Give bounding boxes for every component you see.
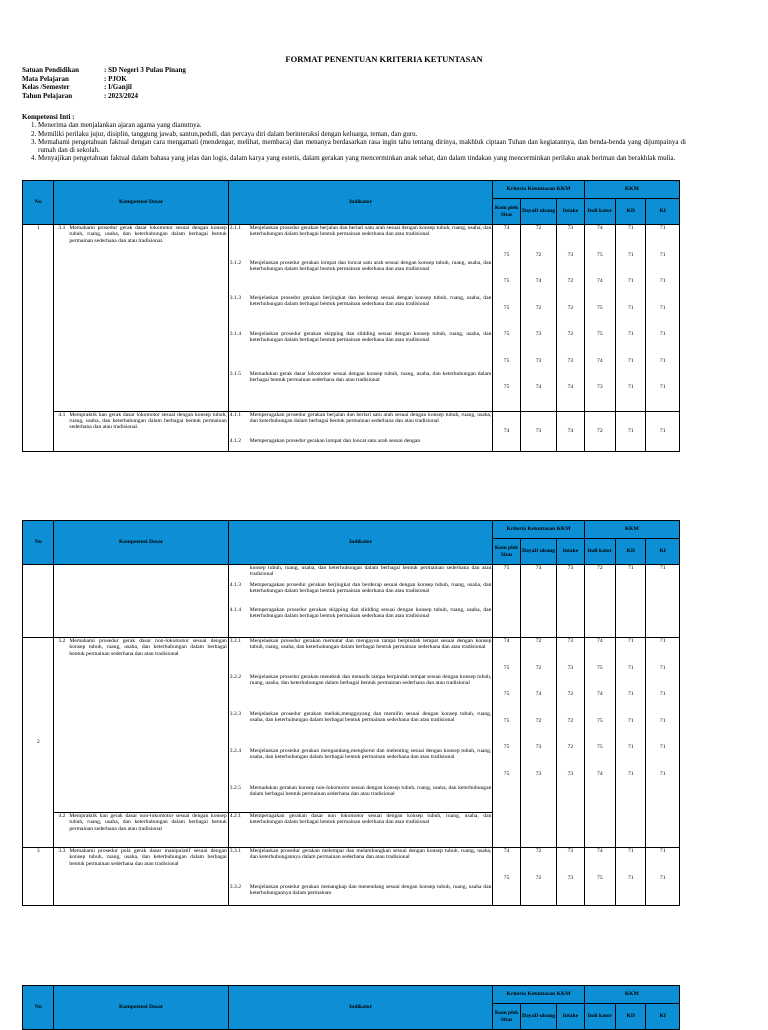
header-kompleksitas: Kom plek Sitas bbox=[493, 539, 520, 565]
value: 74 bbox=[597, 278, 603, 284]
ind-number: 3.2.4 bbox=[229, 748, 241, 754]
kd-number: 3.3 bbox=[58, 848, 66, 854]
value: 73 bbox=[567, 251, 574, 258]
header-kd: Kompetensi Dasar bbox=[54, 986, 228, 1030]
header-indikator: Indikator bbox=[228, 521, 493, 565]
value: 72 bbox=[567, 304, 574, 311]
value: 73 bbox=[567, 874, 574, 881]
value: 75 bbox=[503, 304, 510, 311]
intake-values bbox=[557, 848, 584, 906]
ind-number: 3.1.5 bbox=[229, 371, 241, 377]
value: 75 bbox=[503, 278, 510, 284]
ki-item: 4. Menyajikan pengetahuan faktual dalam bahasa yang jelas dan logis, dalam karya yang estetis, dalam gerakan yang mencerminkan anak sehat, dan dalam tindakan yang mencerminkan perilaku anak beriman dan berakhlak mulia. bbox=[38, 154, 686, 162]
daya-dukung-values bbox=[520, 638, 556, 848]
value: 73 bbox=[535, 770, 542, 777]
ind-text: Memperagakan prosedur gerakan skipping dan slidding sesuai dengan konsep tubuh, ruang, usaha, dan keterhubungan dalam berbagai bentuk permainan sederhana dan atau tradisional bbox=[249, 607, 492, 620]
value: 73 bbox=[567, 638, 574, 644]
table-row bbox=[23, 565, 680, 638]
value: 75 bbox=[503, 874, 510, 881]
header-indikator-short: Indi kator bbox=[584, 199, 615, 225]
kompleksitas-values bbox=[493, 225, 520, 412]
header-indikator: Indikator bbox=[228, 986, 493, 1030]
value: 72 bbox=[535, 848, 542, 854]
value: 75 bbox=[597, 874, 603, 881]
header-kd-short: KD bbox=[616, 1004, 646, 1030]
kkm-kd-values bbox=[616, 638, 646, 848]
kkm-ki-values bbox=[646, 848, 680, 906]
header-kkm: KKM bbox=[584, 521, 679, 539]
value: 71 bbox=[627, 717, 634, 724]
header-ki-short: KI bbox=[646, 1004, 680, 1030]
value: 74 bbox=[535, 691, 542, 697]
value: 73 bbox=[535, 744, 542, 750]
kkm-ki-values bbox=[646, 638, 680, 848]
ind-number: 4.1.3 bbox=[229, 582, 241, 588]
value: 71 bbox=[627, 770, 634, 777]
header-no: No bbox=[23, 986, 54, 1030]
header-intake: Intake bbox=[557, 199, 584, 225]
ind-text: Memadukan gerak dasar lokomotor sesuai dengan konsep tubuh, ruang, usaha, dan keterhubungan dalam berbagai bentuk permainan sederhana dan atau tradisional bbox=[249, 371, 492, 384]
value: 71 bbox=[659, 278, 666, 284]
ind-number: 3.1.4 bbox=[229, 331, 241, 337]
value: 71 bbox=[659, 357, 666, 364]
header-indikator-short: Indi kator bbox=[584, 1004, 615, 1030]
ind-text: konsep tubuh, ruang, usaha, dan keterhubungan dalam berbagai bentuk permainan sederhana dan atau tradisional bbox=[249, 565, 492, 578]
kd-number: 3.2 bbox=[58, 638, 66, 644]
value: 71 bbox=[627, 331, 634, 337]
header-indikator: Indikator bbox=[228, 181, 493, 225]
kd-cell bbox=[54, 225, 228, 412]
kd-cell bbox=[54, 565, 228, 638]
ind-number: 4.1.4 bbox=[229, 607, 241, 613]
indikator-cell bbox=[228, 411, 493, 451]
value: 74 bbox=[535, 278, 542, 284]
value: 75 bbox=[493, 565, 520, 638]
ind-number bbox=[230, 565, 250, 581]
value: 74 bbox=[597, 848, 603, 854]
value: 71 bbox=[627, 744, 634, 750]
value: 73 bbox=[567, 664, 574, 671]
kd-text: Memahami prosedur pola gerak dasar manipulatif sesuai dengan konsep tubuh, ruang, usaha, dan keterhubungan dalam berbagai bentuk permainan sederhana dan atau tradisional bbox=[69, 848, 227, 867]
header-daya-dukung: DayaD ukung bbox=[520, 199, 556, 225]
value: 71 bbox=[627, 278, 634, 284]
kkm-indikator-values bbox=[584, 225, 615, 412]
value: 75 bbox=[597, 717, 603, 724]
value: 71 bbox=[659, 384, 666, 390]
value: 74 bbox=[567, 384, 574, 390]
kkm-kd-values bbox=[616, 225, 646, 412]
header-kompleksitas: Kom plek Sitas bbox=[493, 199, 520, 225]
value: 73 bbox=[567, 225, 574, 231]
ind-number: 3.2.5 bbox=[229, 785, 241, 791]
header-kompleksitas: Kom plek Sitas bbox=[493, 1004, 520, 1030]
meta-label: Satuan Pendidikan bbox=[22, 66, 79, 74]
value: 71 bbox=[659, 770, 666, 777]
value: 72 bbox=[535, 664, 542, 671]
value: 72 bbox=[535, 717, 542, 724]
indikator-cell bbox=[228, 225, 493, 412]
kompetensi-inti bbox=[22, 113, 686, 163]
value: 73 bbox=[597, 384, 603, 390]
ki-item: 2. Memiliki perilaku jujur, disiplin, tanggung jawab, santun,peduli, dan percaya diri dalam berinteraksi dengan keluarga, teman, dan guru. bbox=[38, 130, 686, 138]
ind-number: 3.3.2 bbox=[229, 884, 241, 890]
header-ki-short: KI bbox=[646, 199, 680, 225]
value: 73 bbox=[535, 331, 542, 337]
value: 74 bbox=[597, 770, 603, 777]
indikator-cell bbox=[228, 848, 493, 906]
value: 72 bbox=[535, 251, 542, 258]
ind-number: 3.1.2 bbox=[229, 259, 241, 266]
kd-text: Mempraktik kan gerak dasar lokomotor sesuai dengan konsep tubuh, ruang, usaha, dan keterhubungan dalam berbagai bentuk permainan sederhana dan atau tradisional. bbox=[69, 411, 227, 431]
header-intake: Intake bbox=[557, 539, 584, 565]
document-title: FORMAT PENENTUAN KRITERIA KETUNTASAN bbox=[285, 54, 483, 64]
ind-text: Memperagakan prosedur gerakan lompat dan loncat satu arah sesuai dengan bbox=[249, 438, 421, 444]
header-kriteria: Kriteria Ketuntasan KKM bbox=[493, 521, 584, 539]
value: 71 bbox=[627, 251, 634, 258]
ind-number: 3.2.1 bbox=[229, 638, 241, 644]
kd-text: Mempraktik kan gerak dasar non-lokomotor sesuai dengan konsep tubuh, ruang, usaha, dan keterhubungan dalam berbagai bentuk permainan sederhana dan atau tradisional bbox=[69, 813, 227, 832]
kkm-table-page-3 bbox=[22, 985, 680, 1030]
value: 72 bbox=[535, 304, 542, 311]
meta-label: Mata Pelajaran bbox=[22, 74, 69, 83]
kd-text: Memahami prosedur gerak dasar lokomotor sesuai dengan konsep tubuh, ruang, usaha, dan keterhubungan dalam berbagai bentuk permainan sederhana dan atau tradisional. bbox=[69, 225, 227, 244]
value: 72 bbox=[567, 744, 574, 750]
ind-text: Memperagakan prosedur gerakan berjalan dan berlari satu arah sesuai dengan konsep tubuh, ruang, usaha, dan keterhubungan dalam berbagai bentuk permainan sederhana dan atau tradisional bbox=[249, 411, 492, 424]
meta-value: : 2023/2024 bbox=[104, 91, 139, 100]
kkm-ki-values bbox=[646, 225, 680, 412]
value: 71 bbox=[659, 304, 666, 311]
value: 75 bbox=[503, 357, 510, 364]
school-info bbox=[22, 66, 186, 100]
value: 71 bbox=[616, 411, 646, 451]
value: 71 bbox=[659, 251, 666, 258]
ind-number: 4.1.1 bbox=[229, 411, 241, 418]
meta-value: : I/Ganjil bbox=[104, 83, 132, 91]
value: 73 bbox=[567, 357, 574, 364]
value: 71 bbox=[646, 411, 680, 451]
intake-values bbox=[557, 638, 584, 848]
ind-text: Memperagakan prosedur gerakan berjingkat dan berderap sesuai dengan konsep tubuh, ruang, usaha, dan keterhubungan dalam berbagai bentuk permainan sederhana dan atau tradisional bbox=[249, 582, 492, 595]
ind-text: Menjelaskan prosedur gerakan lompat dan loncat satu arah sesuai dengan konsep tubuh, ruang, usaha, dan keterhubungan dalam berbagai bentuk permainan sederhana dan atau tradisional bbox=[249, 259, 492, 272]
header-daya-dukung: DayaD ukung bbox=[520, 1004, 556, 1030]
value: 71 bbox=[659, 664, 666, 671]
value: 75 bbox=[503, 744, 510, 750]
value: 71 bbox=[659, 717, 666, 724]
value: 74 bbox=[503, 848, 510, 854]
value: 71 bbox=[627, 384, 634, 390]
kkm-indikator-values bbox=[584, 638, 615, 848]
row-number bbox=[23, 565, 54, 638]
ind-number: 3.1.3 bbox=[229, 295, 241, 301]
value: 75 bbox=[597, 744, 603, 750]
meta-value: : SD Negeri 3 Pulau Pinang bbox=[104, 66, 186, 74]
table-row bbox=[23, 411, 680, 451]
value: 75 bbox=[597, 304, 603, 311]
value: 74 bbox=[520, 565, 556, 638]
value: 75 bbox=[503, 691, 510, 697]
header-no: No bbox=[23, 181, 54, 225]
daya-dukung-values bbox=[520, 225, 556, 412]
value: 71 bbox=[659, 331, 666, 337]
header-kd-short: KD bbox=[616, 539, 646, 565]
ind-text: Memadukan gerakan konsep non-lokomotor sesuai dengan konsep tubuh, ruang, usaha, dan keterhubungan dalam berbagai bentuk permainan sederhana dan atau tradisional bbox=[249, 785, 492, 798]
kompleksitas-values bbox=[493, 638, 520, 848]
value: 71 bbox=[627, 304, 634, 311]
ind-number: 4.1.2 bbox=[229, 438, 241, 444]
kd-number: 3.1 bbox=[58, 225, 66, 231]
value: 71 bbox=[627, 638, 634, 644]
value: 72 bbox=[584, 565, 615, 638]
ki-list bbox=[22, 121, 686, 162]
value: 72 bbox=[584, 411, 615, 451]
intake-values bbox=[557, 225, 584, 412]
ind-text: Menjelaskan prosedur gerakan memutar dan mengayun tampa berpindah tempat sesuai dengan konsep tubuh, ruang, usaha, dan keterhubungan dalam berbagai bentuk permainan sederhana dan atau tradisional bbox=[249, 638, 492, 651]
ki-item: 3. Memahami pengetahuan faktual dengan cara mengamati (mendengar, melihat, membaca) dan menanya berdasarkan rasa ingin tahu tentang dirinya, makhluk ciptaan Tuhan dan kegiatannya, dan benda-benda yang dijumpainya di rumah dan di sekolah. bbox=[38, 138, 686, 155]
value: 73 bbox=[567, 848, 574, 854]
value: 75 bbox=[503, 384, 510, 390]
header-intake: Intake bbox=[557, 1004, 584, 1030]
value: 75 bbox=[597, 664, 603, 671]
header-kkm: KKM bbox=[584, 986, 679, 1004]
value: 73 bbox=[567, 770, 574, 777]
table-row bbox=[23, 638, 680, 813]
value: 75 bbox=[597, 251, 603, 258]
ind-text: Menjelaskan prosedur gerakan mengandang,mengkerut dan melenting sesuai dengan konsep tubuh, ruang, usaha, dan keterhubungan dalam berbagai bentuk permainan sederhana dan atau tradisional bbox=[249, 748, 492, 761]
header-kd: Kompetensi Dasar bbox=[54, 181, 228, 225]
value: 75 bbox=[503, 664, 510, 671]
value: 71 bbox=[659, 874, 666, 881]
kd-cell bbox=[54, 848, 228, 906]
value: 75 bbox=[503, 770, 510, 777]
header-kriteria: Kriteria Ketuntasan KKM bbox=[493, 986, 584, 1004]
value: 72 bbox=[567, 331, 574, 337]
value: 71 bbox=[627, 848, 634, 854]
value: 75 bbox=[503, 717, 510, 724]
ind-text: Memperagakan gerakan dasar non lokomotor sesuai dengan konsep tubuh, ruang, usaha, dan keterhubungan dalam berbagai bentuk permainan sederhana dan atau tradisional bbox=[249, 813, 492, 826]
value: 73 bbox=[557, 565, 584, 638]
value: 74 bbox=[597, 225, 603, 231]
kd-number: 4.2 bbox=[58, 813, 66, 819]
header-kd-short: KD bbox=[616, 199, 646, 225]
value: 74 bbox=[503, 638, 510, 644]
value: 71 bbox=[646, 565, 680, 638]
ind-text: Menjelaskan prosedur gerakan skipping dan slidding sesuai dengan konsep tubuh, ruang, usaha, dan keterhubungan dalam berbagai bentuk permainan sederhana dan atau tradisional bbox=[249, 331, 492, 344]
value: 71 bbox=[616, 565, 646, 638]
value: 74 bbox=[557, 411, 584, 451]
ind-number: 3.1.1 bbox=[229, 225, 241, 231]
ki-item: 1. Menerima dan menjalankan ajaran agama yang dianutnya. bbox=[38, 121, 686, 129]
ind-number: 4.2.1 bbox=[229, 813, 241, 819]
value: 73 bbox=[535, 357, 542, 364]
value: 72 bbox=[567, 278, 574, 284]
value: 71 bbox=[659, 225, 666, 231]
value: 72 bbox=[567, 717, 574, 724]
kd-text: Memahami prosedur gerak dasar non-lokomotor sesuai dengan konsep tubuh, ruang, usaha, dan keterhubungan dalam berbagai bentuk permainan sederhana dan atau tradisional bbox=[69, 638, 227, 657]
header-kriteria: Kriteria Ketuntasan KKM bbox=[493, 181, 584, 199]
ind-text: Menjelaskan prosedur gerakan menekuk dan menarik tampa berpindah tempat sesuai dengan konsep tubuh, ruang, usaha, dan keterhubungan dalam berbagai bentuk permainan sederhana dan atau tradisional bbox=[249, 674, 492, 687]
value: 75 bbox=[597, 331, 603, 337]
header-kkm: KKM bbox=[584, 181, 679, 199]
value: 71 bbox=[627, 664, 634, 671]
kompleksitas-values bbox=[493, 848, 520, 906]
value: 71 bbox=[659, 848, 666, 854]
meta-value: : PJOK bbox=[104, 74, 127, 83]
meta-label: Kelas /Semester bbox=[22, 83, 70, 91]
value: 74 bbox=[503, 225, 510, 231]
header-indikator-short: Indi kator bbox=[584, 539, 615, 565]
ind-number: 3.2.2 bbox=[229, 674, 241, 680]
header-daya-dukung: DayaD ukung bbox=[520, 539, 556, 565]
value: 71 bbox=[659, 691, 666, 697]
indikator-cell bbox=[228, 638, 493, 813]
value: 74 bbox=[597, 638, 603, 644]
header-ki-short: KI bbox=[646, 539, 680, 565]
value: 71 bbox=[659, 744, 666, 750]
kd-cell bbox=[54, 411, 228, 451]
daya-dukung-values bbox=[520, 848, 556, 906]
header-no: No bbox=[23, 521, 54, 565]
kd-number: 4.1 bbox=[58, 411, 66, 418]
value: 72 bbox=[567, 691, 574, 697]
value: 73 bbox=[520, 411, 556, 451]
kd-cell bbox=[54, 813, 228, 848]
value: 71 bbox=[659, 638, 666, 644]
value: 72 bbox=[535, 638, 542, 644]
indikator-cell bbox=[228, 565, 493, 638]
value: 71 bbox=[627, 225, 634, 231]
ind-text: Menjelaskan prosedur gerakan meliuk,menggoyang dan memilin sesuai dengan konsep tubuh, ruang, usaha, dan keterhubungan dalam berbagai bentuk permainan sederhana dan atau tradisional bbox=[249, 711, 492, 724]
value: 74 bbox=[597, 691, 603, 697]
value: 71 bbox=[627, 874, 634, 881]
kkm-indikator-values bbox=[584, 848, 615, 906]
header-kd: Kompetensi Dasar bbox=[54, 521, 228, 565]
kkm-table-page-1 bbox=[22, 180, 680, 452]
value: 74 bbox=[493, 411, 520, 451]
row-number: 1 bbox=[23, 225, 54, 452]
value: 72 bbox=[535, 225, 542, 231]
ind-text: Menjelaskan prosedur gerakan menangkap dan menendang sesuai dengan konsep tubuh, ruang, usaha dan keterhubungannya dalam permainan bbox=[249, 884, 492, 897]
table-row bbox=[23, 225, 680, 412]
value: 75 bbox=[503, 331, 510, 337]
value: 71 bbox=[627, 691, 634, 697]
ind-text: Menjelaskan prosedur gerakan melempar dan melambungkan sesuai dengan konsep tubuh, ruang, usaha, dan keterhubungannya dalam permainan sederhana dan atau tradisional bbox=[249, 848, 492, 861]
indikator-cell bbox=[228, 813, 493, 848]
meta-label: Tahun Pelajaran bbox=[22, 91, 73, 100]
ki-heading: Kompetensi Inti : bbox=[22, 113, 75, 121]
value: 72 bbox=[535, 874, 542, 881]
ind-text: Menjelaskan prosedur gerakan berjalan dan berlari satu arah sesuai dengan konsep tubuh, ruang, usaha, dan keterhubungan dalam berbagai bentuk permainan sederhana dan atau tradisional bbox=[249, 225, 492, 238]
row-number: 3 bbox=[23, 848, 54, 906]
kkm-table-page-2 bbox=[22, 520, 680, 906]
kkm-kd-values bbox=[616, 848, 646, 906]
value: 75 bbox=[503, 251, 510, 258]
ind-number: 3.3.1 bbox=[229, 848, 241, 854]
table-row bbox=[23, 848, 680, 906]
kd-cell bbox=[54, 638, 228, 813]
ind-text: Menjelaskan prosedur gerakan berjingkat dan berderap sesuai dengan konsep tubuh, ruang, usaha, dan keterhubungan dalam berbagai bentuk permainan sederhana dan atau tradisional bbox=[249, 295, 492, 308]
row-number: 2 bbox=[23, 638, 54, 848]
value: 74 bbox=[597, 357, 603, 364]
value: 74 bbox=[535, 384, 542, 390]
value: 71 bbox=[627, 357, 634, 364]
ind-number: 3.2.3 bbox=[229, 711, 241, 717]
